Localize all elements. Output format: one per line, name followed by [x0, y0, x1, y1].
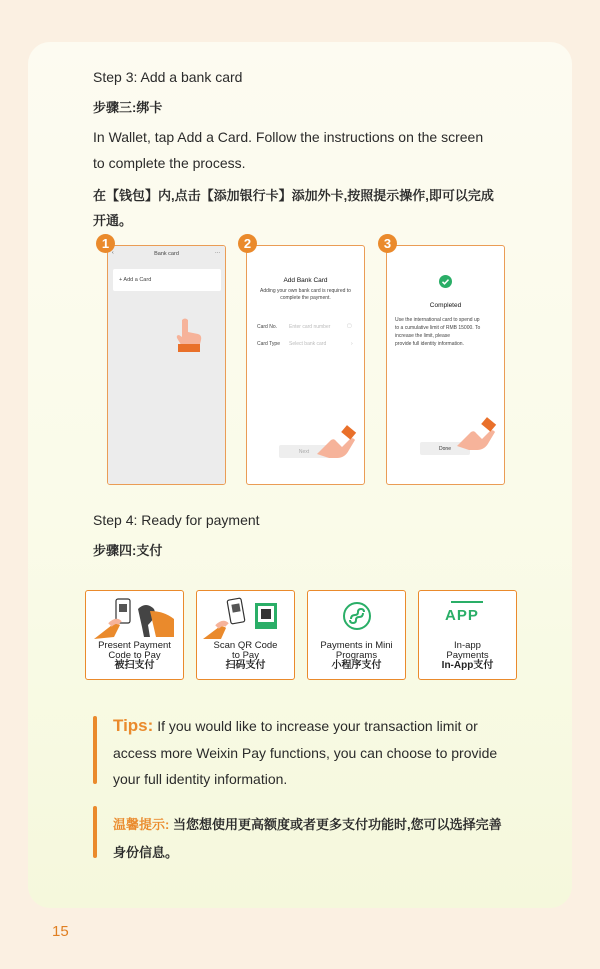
card-type-select[interactable]: Select bank card — [289, 341, 327, 347]
tips-cn-accent-bar — [93, 806, 97, 858]
pointing-hand-icon — [453, 416, 497, 456]
page-number: 15 — [52, 923, 69, 940]
payment-in-app — [418, 590, 517, 680]
screen3-desc2: to a cumulative limit of RMB 15000. To — [395, 325, 481, 331]
payment-mini-line2: Programs — [335, 650, 378, 661]
scan-qr-icon — [203, 595, 287, 643]
payment-inapp-cn: In-App支付 — [441, 660, 494, 671]
card-no-label: Card No. — [257, 324, 278, 330]
payment-present-line1: Present Payment — [98, 640, 171, 651]
payment-scan-line2: to Pay — [232, 650, 259, 661]
step4-title-cn: 步骤四:支付 — [93, 543, 163, 558]
add-card-label: + Add a Card — [119, 277, 152, 283]
back-arrow-icon: ‹ — [112, 250, 114, 256]
tips-cn-line2: 身份信息。 — [113, 845, 179, 860]
tips-line3: your full identity information. — [113, 771, 288, 787]
screen3-desc4: provide full identity information. — [395, 341, 464, 347]
tips-label: Tips: — [113, 716, 154, 735]
step3-body-cn-line2: 开通。 — [93, 213, 133, 228]
step3-title: Step 3: Add a bank card — [93, 69, 243, 85]
payment-inapp-line2: Payments — [446, 650, 489, 661]
payment-scan-cn: 扫码支付 — [225, 660, 266, 671]
app-icon-text: APP — [445, 607, 479, 624]
tips-line1: If you would like to increase your transaction limit or — [157, 718, 478, 734]
app-icon — [445, 601, 483, 629]
screen1-header: Bank card — [154, 251, 179, 257]
payment-mini-programs — [307, 590, 406, 680]
camera-icon[interactable]: ▢ — [347, 323, 352, 329]
tips-line2: access more Weixin Pay functions, you can choose to provide — [113, 745, 498, 761]
step-badge-2: 2 — [238, 234, 257, 253]
screen2-title: Add Bank Card — [283, 277, 328, 284]
card-no-input[interactable]: Enter card number — [289, 324, 331, 330]
chevron-right-icon: › — [351, 341, 353, 347]
pointing-hand-icon — [313, 424, 357, 464]
more-icon: ··· — [215, 250, 220, 256]
screen-add-bank-card — [246, 245, 365, 485]
tips-line1-row — [113, 716, 478, 736]
tips-accent-bar — [93, 716, 97, 784]
next-label: Next — [298, 449, 310, 455]
tips-cn-line1-row — [113, 814, 502, 833]
step3-title-cn: 步骤三:绑卡 — [93, 100, 163, 115]
step3-body-cn-line1: 在【钱包】内,点击【添加银行卡】添加外卡,按照提示操作,即可以完成 — [93, 188, 494, 203]
step3-body-line2: to complete the process. — [93, 155, 246, 171]
payment-inapp-line1: In-app — [454, 640, 481, 651]
screen-completed — [386, 245, 505, 485]
payment-present-cn: 被扫支付 — [114, 660, 155, 671]
card-type-label: Card Type — [257, 341, 280, 347]
screen3-desc1: Use the international card to spend up — [395, 317, 480, 323]
step3-body-line1: In Wallet, tap Add a Card. Follow the instructions on the screen — [93, 129, 484, 145]
screen2-desc1: Adding your own bank card is required to — [260, 288, 351, 294]
screen-bank-card — [107, 245, 226, 485]
step4-title: Step 4: Ready for payment — [93, 512, 260, 528]
mini-program-icon — [342, 601, 372, 631]
screen3-desc3: increase the limit, please — [395, 333, 451, 339]
tips-label-cn: 温馨提示: — [113, 817, 170, 832]
step-badge-1: 1 — [96, 234, 115, 253]
tips-cn-line1: 当您想使用更高额度或者更多支付功能时,您可以选择完善 — [172, 817, 502, 832]
payment-scan-qr — [196, 590, 295, 680]
payment-present-code — [85, 590, 184, 680]
success-check-icon — [439, 275, 452, 288]
pointing-hand-icon — [170, 314, 210, 354]
payment-scan-line1: Scan QR Code — [213, 640, 278, 651]
payment-mini-cn: 小程序支付 — [331, 660, 382, 671]
screen3-title: Completed — [429, 302, 462, 309]
payment-mini-line1: Payments in Mini — [320, 640, 393, 651]
add-card-row[interactable] — [113, 269, 221, 291]
screen2-desc2: complete the payment. — [280, 295, 331, 301]
present-code-icon — [94, 595, 174, 643]
step-badge-3: 3 — [378, 234, 397, 253]
payment-present-line2: Code to Pay — [108, 650, 161, 661]
done-label: Done — [439, 446, 451, 452]
